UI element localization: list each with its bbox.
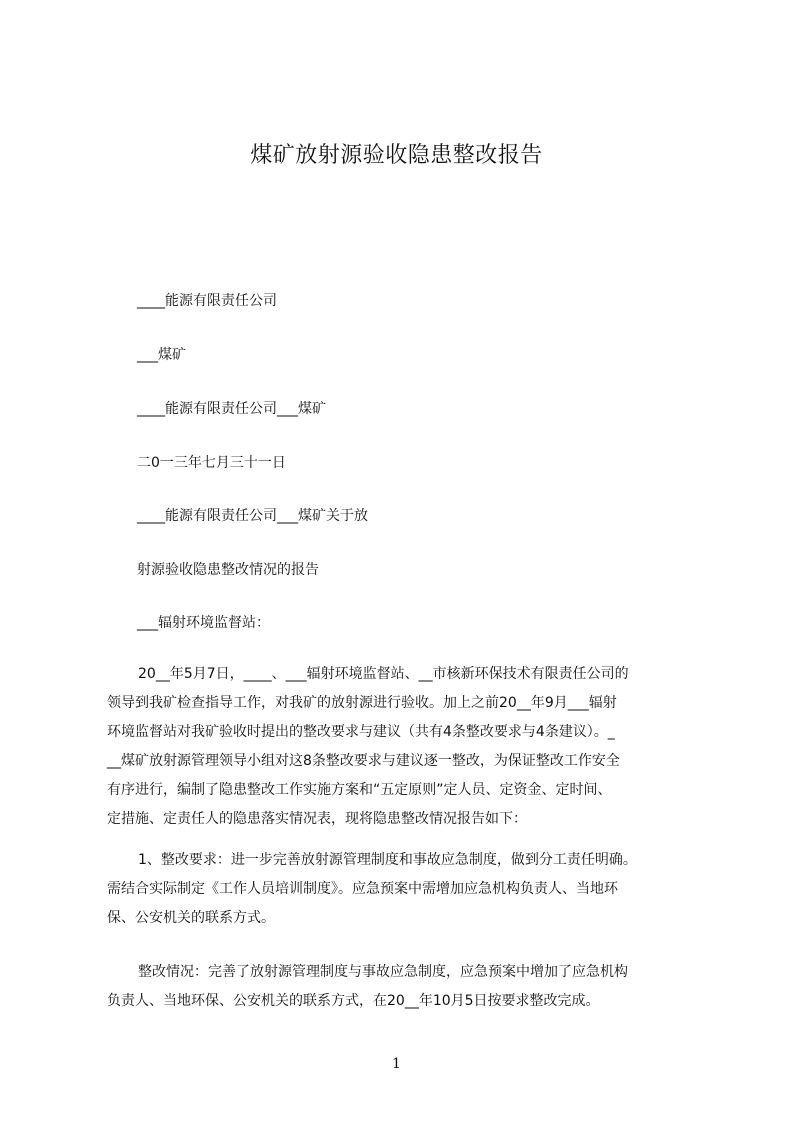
header-line-company-mine: ____能源有限责任公司___煤矿 (137, 401, 326, 417)
paragraph-intro (107, 660, 697, 834)
paragraph-line: 环境监督站对我矿验收时提出的整改要求与建议（共有4条整改要求与4条建议）。_ (107, 724, 615, 740)
paragraph-line: 整改情况：完善了放射源管理制度与事故应急制度，应急预案中增加了应急机构 (138, 964, 628, 980)
paragraph-line: 负责人、当地环保、公安机关的联系方式，在20__年10月5日按要求整改完成。 (107, 993, 600, 1009)
paragraph-line: 保、公安机关的联系方式。 (107, 910, 275, 926)
header-line-report-title-1: ____能源有限责任公司___煤矿关于放 (137, 508, 368, 524)
document-title: 煤矿放射源验收隐患整改报告 (250, 143, 543, 168)
paragraph-line: 有序进行，编制了隐患整改工作实施方案和“五定原则”定人员、定资金、定时间、 (107, 782, 612, 798)
page-number: 1 (392, 1056, 401, 1072)
paragraph-line: 20__年5月7日，____、___辐射环境监督站、__市核新环保技术有限责任公司的 (138, 666, 629, 682)
paragraph-line: 领导到我矿检查指导工作，对我矿的放射源进行验收。加上之前20__年9月___辐射 (107, 695, 617, 711)
header-line-date: 二0一三年七月三十一日 (137, 455, 286, 471)
paragraph-line: 定措施、定责任人的隐患落实情况表，现将隐患整改情况报告如下： (107, 811, 527, 827)
paragraph-line: __煤矿放射源管理领导小组对这8条整改要求与建议逐一整改，为保证整改工作安全 (107, 753, 620, 769)
header-line-addressee: ___辐射环境监督站： (137, 615, 270, 631)
paragraph-line: 1、整改要求：进一步完善放射源管理制度和事故应急制度，做到分工责任明确。 (138, 852, 637, 868)
header-line-mine: ___煤矿 (137, 347, 186, 363)
paragraph-requirement-1 (107, 846, 697, 933)
paragraph-rectification-status (107, 958, 697, 1016)
header-line-report-title-2: 射源验收隐患整改情况的报告 (137, 562, 319, 578)
paragraph-line: 需结合实际制定《工作人员培训制度》。应急预案中需增加应急机构负责人、当地环 (107, 881, 618, 897)
header-line-company: ____能源有限责任公司 (137, 293, 277, 309)
